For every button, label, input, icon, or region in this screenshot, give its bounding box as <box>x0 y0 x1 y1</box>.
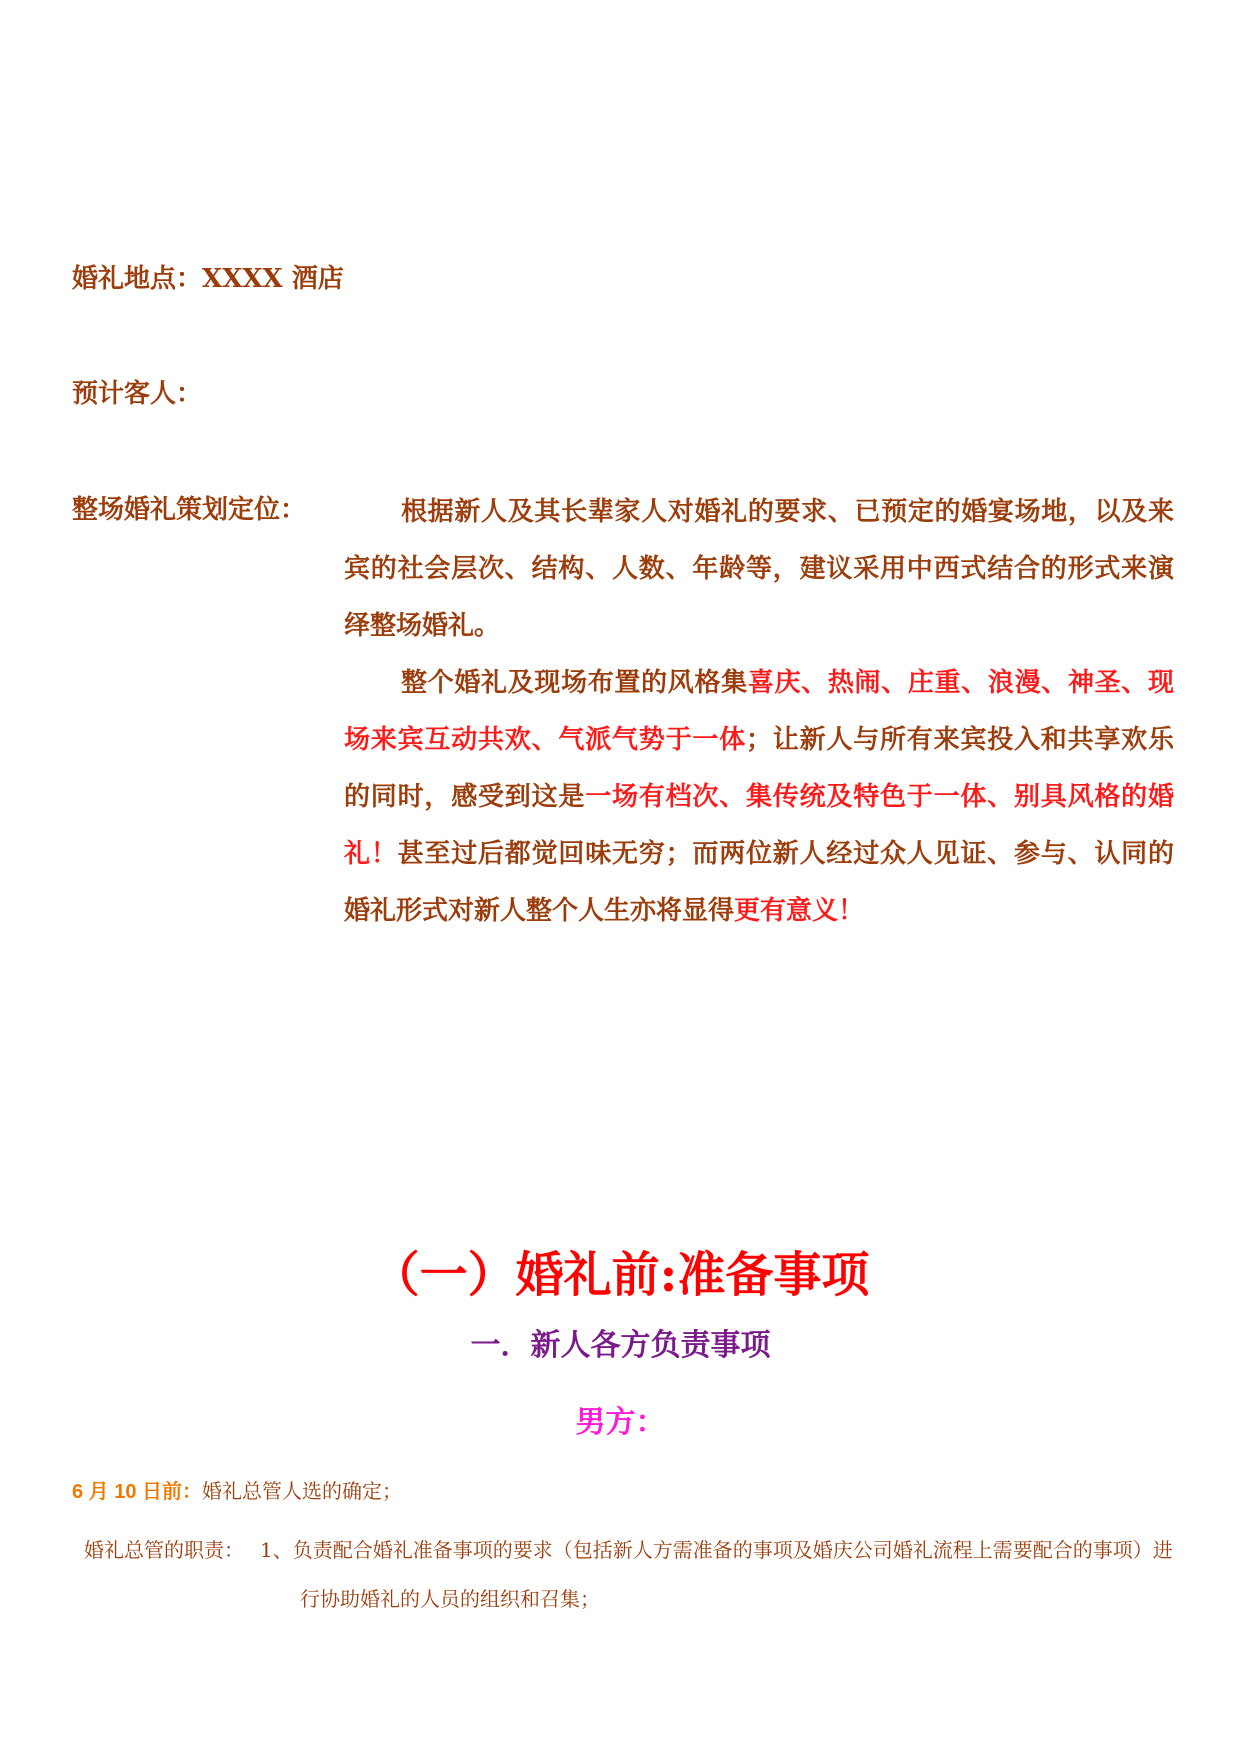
duty-block <box>84 1526 1174 1624</box>
guests-label: 预计客人： <box>72 379 203 409</box>
venue-label: 婚礼地点： <box>72 264 203 294</box>
duty-label: 婚礼总管的职责： <box>84 1538 244 1562</box>
para2-highlight: 更有意义！ <box>734 896 865 926</box>
positioning-label: 整场婚礼策划定位： <box>72 495 307 525</box>
para2-highlight: 喜庆、热闹、庄重、浪漫、神圣、现场来宾互动共欢、气派气势于一体 <box>344 668 1174 755</box>
para2-highlight: 一场有档次、集传统及特色于一体、别具风格的婚礼！ <box>344 782 1174 869</box>
duty-item-text: 1、负责配合婚礼准备事项的要求（包括新人方需准备的事项及婚庆公司婚礼流程上需要配合的事项）进行协助婚礼的人员的组织和召集； <box>260 1538 1173 1611</box>
para2-segment: ；让新人与所有来宾投入和共享欢乐 的同时，感受到这是 <box>344 725 1201 812</box>
party-heading: 男方： <box>575 1405 666 1440</box>
deadline-date: 6 月 10 日前： <box>72 1481 203 1503</box>
positioning-paragraph-2 <box>344 655 1201 940</box>
positioning-paragraph-1: 根据新人及其长辈家人对婚礼的要求、已预定的婚宴场地，以及来宾的社会层次、结构、人数、年龄等，建议采用中西式结合的形式来演绎整场婚礼。 <box>344 497 1174 641</box>
deadline-task: 婚礼总管人选的确定； <box>202 1479 403 1503</box>
venue-value: XXXX 酒店 <box>202 264 344 294</box>
deadline-line <box>72 1475 402 1504</box>
para2-segment: 甚至过后都觉回味无穷；而两位新人经过众人见证、参与、认同的婚礼形式对新人整个人生亦将显得 <box>344 839 1174 926</box>
venue-line <box>72 258 344 295</box>
duty-item <box>260 1526 1174 1624</box>
section-subtitle: 一．新人各方负责事项 <box>470 1328 771 1363</box>
guests-line <box>72 373 202 410</box>
section-title: （一）婚礼前:准备事项 <box>371 1247 870 1303</box>
para2-segment: 整个婚礼及现场布置的风格集 <box>401 668 748 698</box>
positioning-body <box>344 484 1201 940</box>
